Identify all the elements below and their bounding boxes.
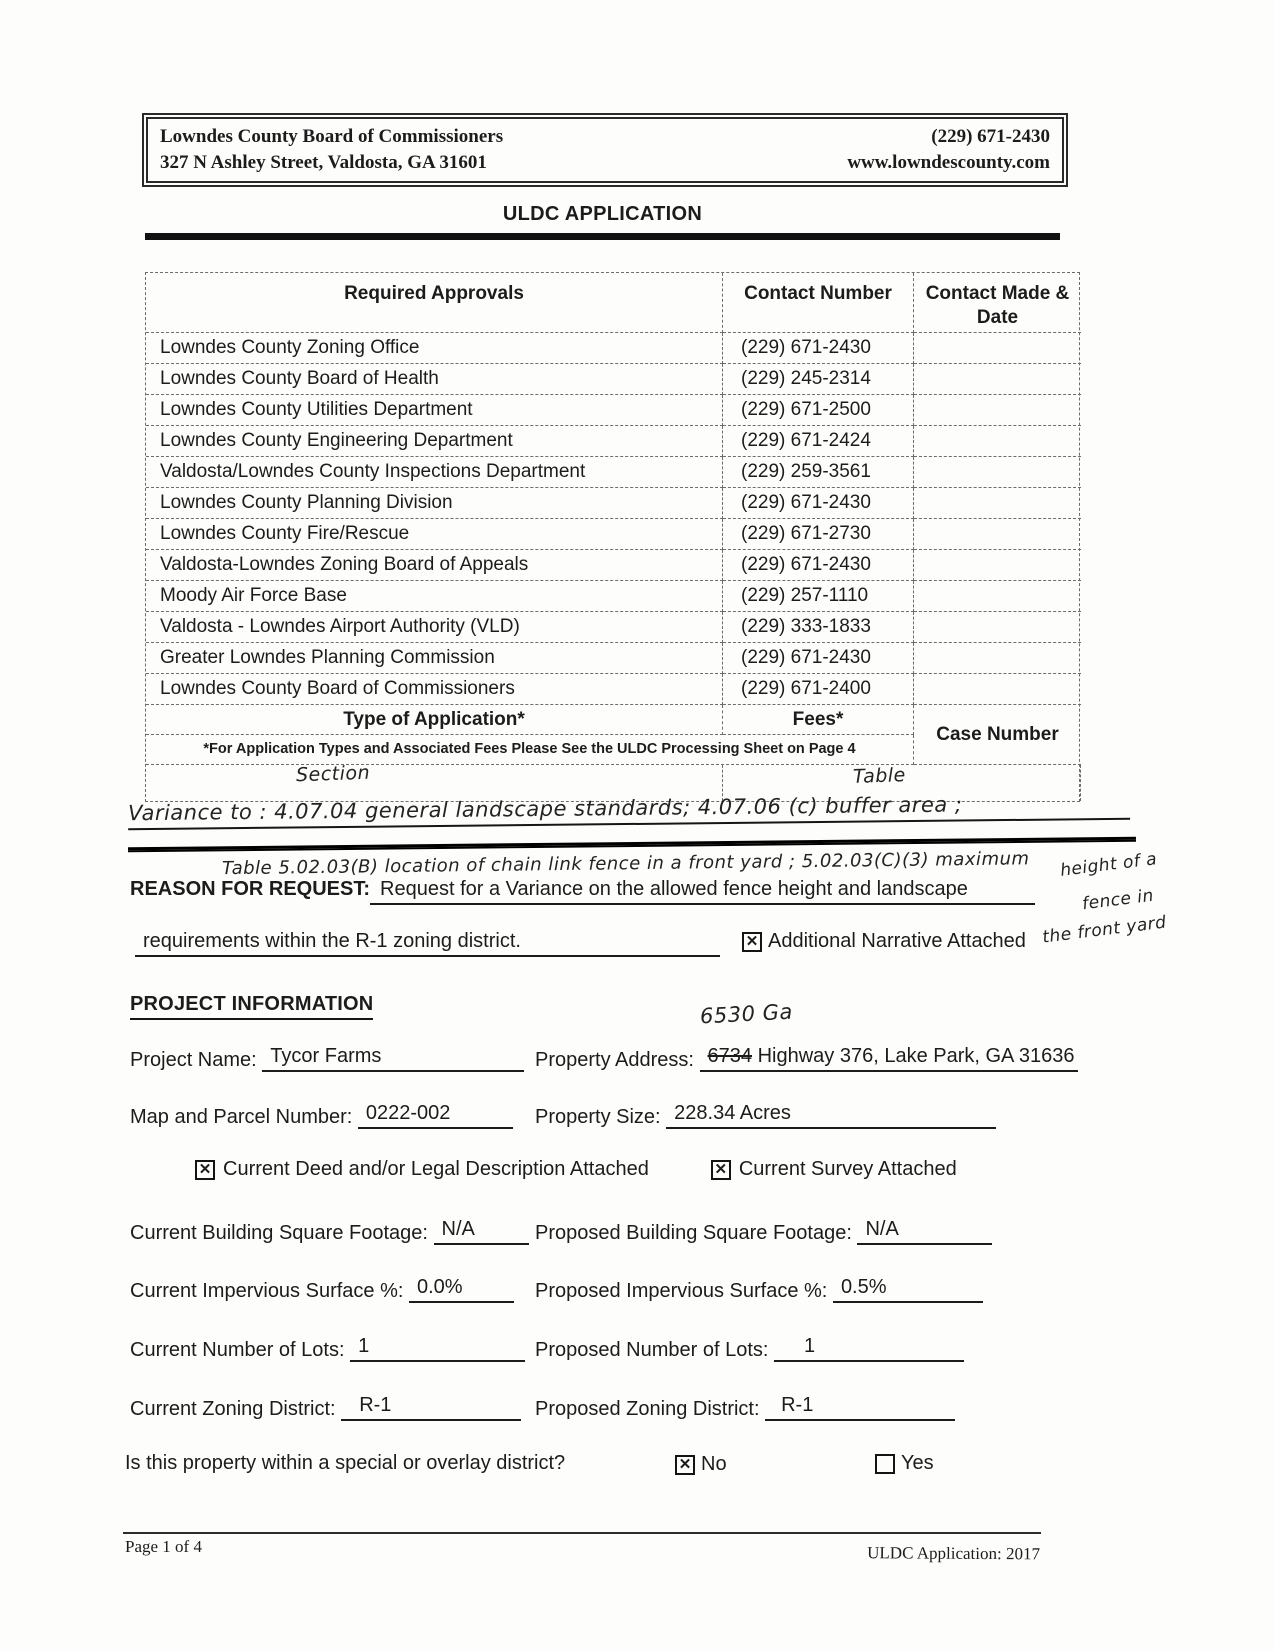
overlay-yes-checkbox[interactable]: [875, 1454, 895, 1474]
additional-narrative-group: [742, 930, 1026, 953]
page-number: Page 1 of 4: [125, 1537, 202, 1556]
current-lots-label: Current Number of Lots:: [130, 1339, 345, 1361]
property-size-label: Property Size:: [535, 1106, 661, 1128]
table-row-agency: Lowndes County Board of Health: [146, 364, 723, 395]
table-row-phone: (229) 671-2430: [723, 550, 914, 581]
reason-continued-row: [135, 930, 1135, 957]
attachments-row: [195, 1158, 1195, 1181]
project-name-label: Project Name:: [130, 1049, 257, 1071]
current-building-field[interactable]: N/A: [434, 1218, 529, 1245]
table-row-agency: Lowndes County Fire/Rescue: [146, 519, 723, 550]
table-row-phone: (229) 257-1110: [723, 581, 914, 612]
proposed-lots-label: Proposed Number of Lots:: [535, 1339, 769, 1361]
proposed-building-pair: [535, 1218, 992, 1245]
overlay-question: Is this property within a special or overlay district?: [125, 1452, 566, 1474]
property-address-pair: [535, 1045, 1078, 1072]
property-address-rest: Highway 376, Lake Park, GA 31636: [752, 1045, 1075, 1067]
table-row-phone: (229) 259-3561: [723, 457, 914, 488]
struck-house-number: 6734: [707, 1045, 753, 1067]
required-approvals-table: [145, 272, 1080, 802]
current-zoning-field[interactable]: R-1: [341, 1394, 521, 1421]
letterhead-left: [160, 124, 503, 175]
table-row-phone: (229) 245-2314: [723, 364, 914, 395]
handwritten-margin-note-2: fence in: [1081, 885, 1155, 915]
proposed-impervious-label: Proposed Impervious Surface %:: [535, 1280, 828, 1302]
overlay-no-label: No: [701, 1453, 727, 1475]
current-zoning-pair: [130, 1394, 521, 1421]
overlay-yes-group: [875, 1452, 934, 1480]
proposed-zoning-pair: [535, 1394, 955, 1421]
title-divider: [145, 233, 1060, 240]
table-row-agency: Valdosta/Lowndes County Inspections Department: [146, 457, 723, 488]
table-row-agency: Lowndes County Zoning Office: [146, 333, 723, 364]
col-header-contact-made-date: Contact Made & Date: [914, 273, 1081, 333]
property-address-label: Property Address:: [535, 1049, 694, 1071]
table-row-contact-made[interactable]: [914, 643, 1081, 674]
org-website[interactable]: www.lowndescounty.com: [847, 152, 1050, 173]
table-row-phone: (229) 671-2500: [723, 395, 914, 426]
current-lots-pair: [130, 1335, 525, 1362]
handwritten-margin-note-3: the front yard: [1041, 912, 1168, 948]
proposed-zoning-label: Proposed Zoning District:: [535, 1398, 760, 1420]
table-row-contact-made[interactable]: [914, 395, 1081, 426]
letterhead-box: [142, 113, 1068, 187]
current-impervious-label: Current Impervious Surface %:: [130, 1280, 404, 1302]
table-row-agency: Lowndes County Board of Commissioners: [146, 674, 723, 705]
table-row-agency: Moody Air Force Base: [146, 581, 723, 612]
property-size-field[interactable]: 228.34 Acres: [666, 1102, 996, 1129]
table-row-phone: (229) 671-2430: [723, 643, 914, 674]
additional-narrative-checkbox[interactable]: ✕: [742, 932, 762, 952]
impervious-row: [130, 1276, 1150, 1310]
current-impervious-field[interactable]: 0.0%: [409, 1276, 514, 1303]
current-zoning-label: Current Zoning District:: [130, 1398, 336, 1420]
proposed-zoning-field[interactable]: R-1: [765, 1394, 955, 1421]
property-address-field[interactable]: [700, 1045, 1079, 1072]
handwritten-table: Table: [852, 764, 907, 788]
table-row-contact-made[interactable]: [914, 426, 1081, 457]
proposed-building-field[interactable]: N/A: [857, 1218, 992, 1245]
reason-for-request-value[interactable]: Request for a Variance on the allowed fence height and landscape: [370, 878, 1035, 905]
project-information-heading: PROJECT INFORMATION: [130, 993, 373, 1020]
table-row-contact-made[interactable]: [914, 519, 1081, 550]
letterhead-right: [847, 124, 1050, 175]
handwritten-section: Section: [295, 761, 371, 787]
table-row-contact-made[interactable]: [914, 612, 1081, 643]
col-header-contact-number: Contact Number: [723, 273, 914, 333]
handwritten-variance-line1: Variance to : 4.07.04 general landscape standards; 4.07.06 (c) buffer area ;: [128, 791, 1130, 830]
table-row-phone: (229) 333-1833: [723, 612, 914, 643]
current-lots-field[interactable]: 1: [350, 1335, 525, 1362]
org-name: Lowndes County Board of Commissioners: [160, 126, 504, 148]
survey-attached-checkbox[interactable]: ✕: [711, 1160, 731, 1180]
table-row-contact-made[interactable]: [914, 674, 1081, 705]
col-header-required-approvals: Required Approvals: [146, 273, 723, 333]
proposed-building-label: Proposed Building Square Footage:: [535, 1222, 852, 1244]
parcel-size-row: [130, 1102, 1150, 1136]
map-parcel-pair: [130, 1102, 513, 1129]
table-row-agency: Lowndes County Utilities Department: [146, 395, 723, 426]
reason-continued-value[interactable]: requirements within the R-1 zoning district.: [135, 930, 720, 957]
table-row-agency: Valdosta-Lowndes Zoning Board of Appeals: [146, 550, 723, 581]
org-address: 327 N Ashley Street, Valdosta, GA 31601: [160, 152, 487, 173]
table-row-agency: Lowndes County Planning Division: [146, 488, 723, 519]
proposed-impervious-pair: [535, 1276, 983, 1303]
table-row-phone: (229) 671-2430: [723, 488, 914, 519]
map-parcel-field[interactable]: 0222-002: [358, 1102, 513, 1129]
handwritten-variance-line2: Table 5.02.03(B) location of chain link fence in a front yard ; 5.02.03(C)(3) maximum: [221, 848, 1030, 880]
map-parcel-label: Map and Parcel Number:: [130, 1106, 353, 1128]
case-number-header: Case Number: [914, 705, 1081, 765]
type-of-application-header: Type of Application*: [146, 705, 723, 735]
table-row-contact-made[interactable]: [914, 550, 1081, 581]
table-row-phone: (229) 671-2730: [723, 519, 914, 550]
fees-footnote: *For Application Types and Associated Fees Please See the ULDC Processing Sheet on Page 4: [146, 735, 914, 765]
building-sqft-row: [130, 1218, 1150, 1252]
table-row-agency: Greater Lowndes Planning Commission: [146, 643, 723, 674]
project-name-pair: [130, 1045, 524, 1072]
current-building-label: Current Building Square Footage:: [130, 1222, 428, 1244]
table-row-phone: (229) 671-2400: [723, 674, 914, 705]
zoning-row: [130, 1394, 1150, 1428]
project-name-field[interactable]: Tycor Farms: [262, 1045, 524, 1072]
proposed-lots-field[interactable]: 1: [774, 1335, 964, 1362]
proposed-lots-pair: [535, 1335, 964, 1362]
survey-attached-label: Current Survey Attached: [738, 1158, 957, 1180]
document-version: ULDC Application: 2017: [867, 1543, 1041, 1564]
table-row-contact-made[interactable]: [914, 364, 1081, 395]
table-row-contact-made[interactable]: [914, 333, 1081, 364]
org-phone: (229) 671-2430: [931, 126, 1050, 148]
overlay-no-checkbox[interactable]: ✕: [675, 1455, 695, 1475]
current-building-pair: [130, 1218, 529, 1245]
table-row-agency: Valdosta - Lowndes Airport Authority (VLD): [146, 612, 723, 643]
property-size-pair: [535, 1102, 996, 1129]
deed-attached-label: Current Deed and/or Legal Description Attached: [223, 1158, 649, 1180]
overlay-yes-label: Yes: [901, 1452, 934, 1474]
project-name-row: [130, 1045, 1150, 1079]
table-row-agency: Lowndes County Engineering Department: [146, 426, 723, 457]
footer-divider: [123, 1532, 1041, 1534]
deed-attached-checkbox[interactable]: ✕: [195, 1160, 215, 1180]
overlay-district-row: [125, 1452, 1150, 1492]
reason-for-request-label: REASON FOR REQUEST:: [130, 878, 371, 900]
table-row-contact-made[interactable]: [914, 488, 1081, 519]
handwritten-address-correction: 6530 Ga: [699, 999, 794, 1029]
handwritten-margin-note-1: height of a: [1059, 849, 1159, 881]
current-impervious-pair: [130, 1276, 514, 1303]
fees-header: Fees*: [723, 705, 914, 735]
overlay-no-group: [675, 1452, 727, 1476]
page-title: ULDC APPLICATION: [502, 203, 703, 225]
reason-for-request-row: [130, 878, 1120, 905]
table-row-contact-made[interactable]: [914, 581, 1081, 612]
table-row-contact-made[interactable]: [914, 457, 1081, 488]
table-row-phone: (229) 671-2430: [723, 333, 914, 364]
lots-row: [130, 1335, 1150, 1369]
proposed-impervious-field[interactable]: 0.5%: [833, 1276, 983, 1303]
table-row-phone: (229) 671-2424: [723, 426, 914, 457]
additional-narrative-label: Additional Narrative Attached: [768, 930, 1026, 952]
